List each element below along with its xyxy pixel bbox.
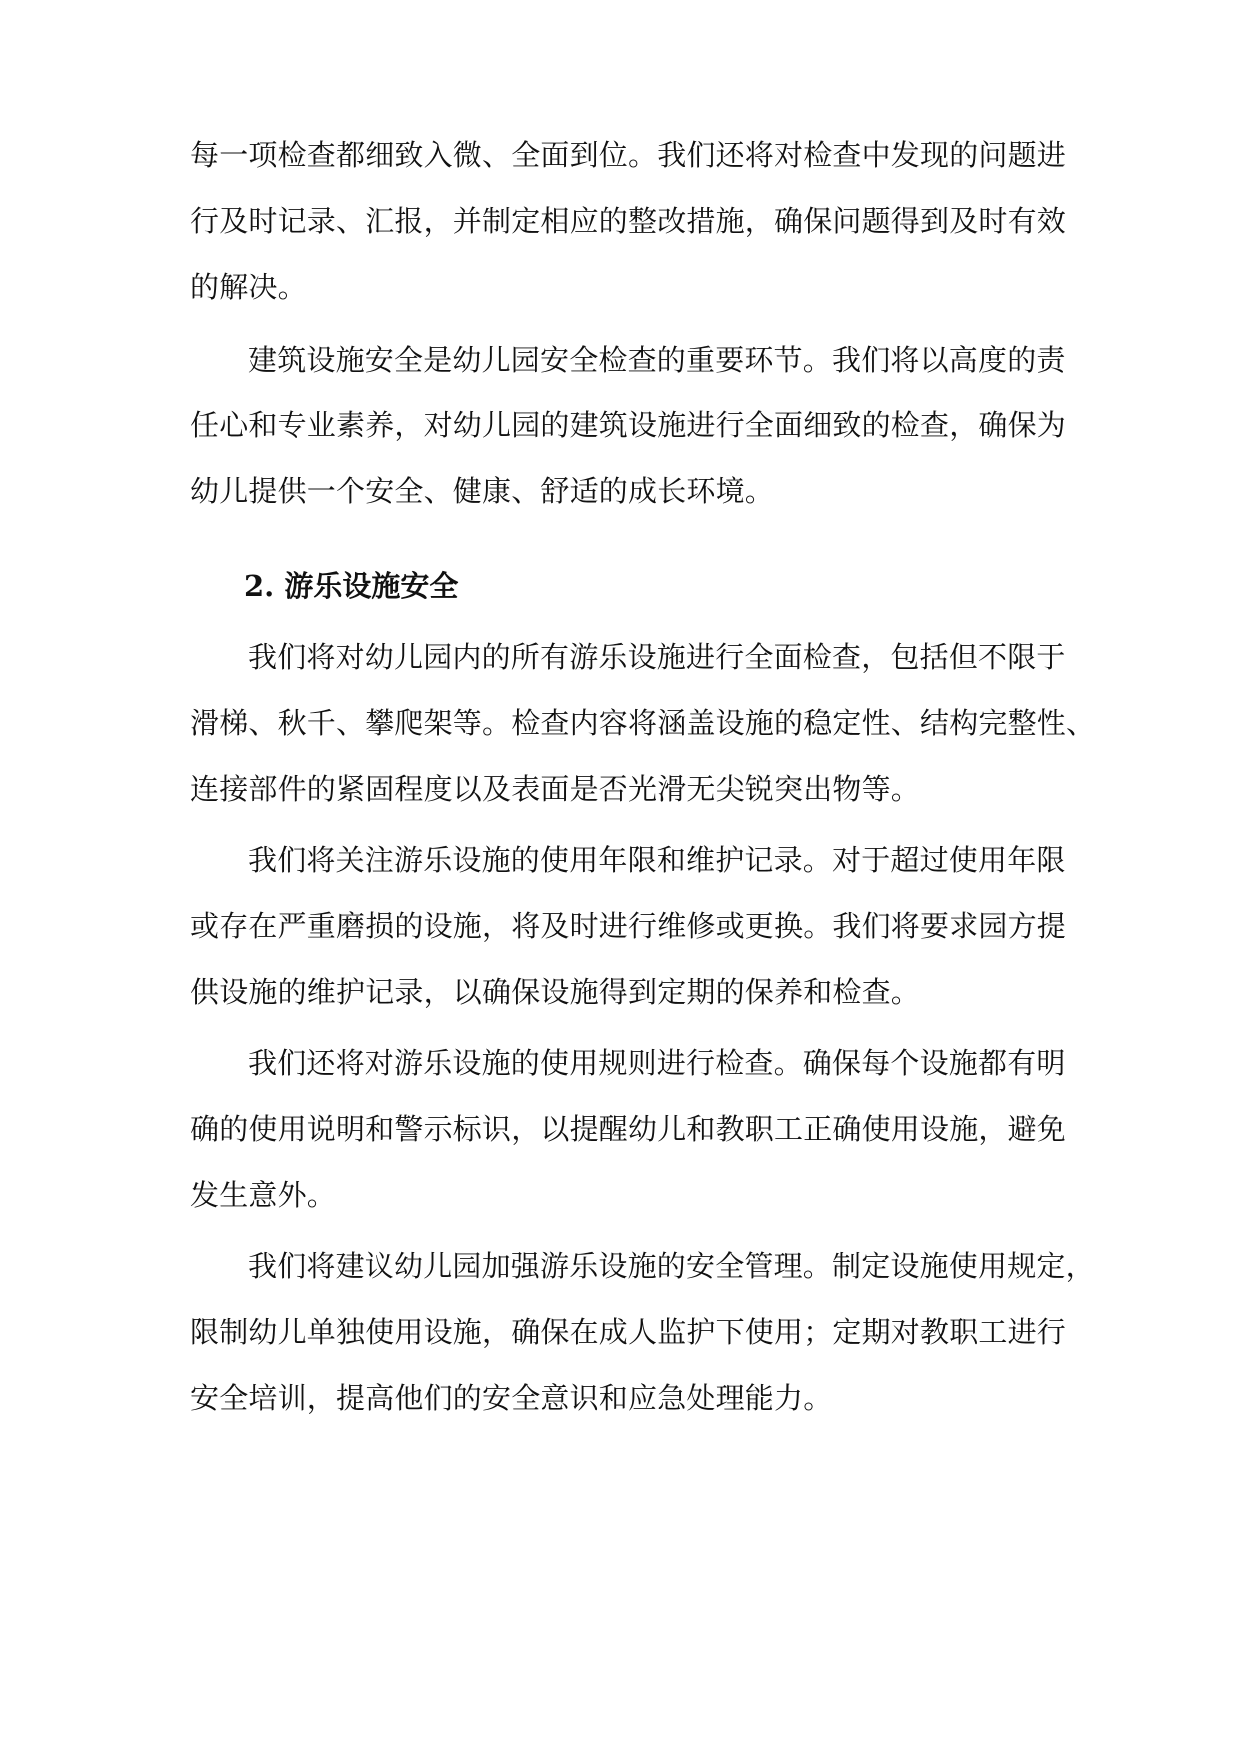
- paragraph-line: 的解决。: [190, 270, 307, 304]
- paragraph-line: 滑梯、秋千、攀爬架等。检查内容将涵盖设施的稳定性、结构完整性、: [190, 706, 1096, 740]
- paragraph-line: 连接部件的紧固程度以及表面是否光滑无尖锐突出物等。: [190, 772, 921, 806]
- paragraph-line: 安全培训，提高他们的安全意识和应急处理能力。: [190, 1381, 833, 1415]
- paragraph-line: 幼儿提供一个安全、健康、舒适的成长环境。: [190, 474, 775, 508]
- paragraph-line: 或存在严重磨损的设施，将及时进行维修或更换。我们将要求园方提: [190, 909, 1067, 943]
- paragraph-line: 任心和专业素养，对幼儿园的建筑设施进行全面细致的检查，确保为: [190, 408, 1067, 442]
- paragraph-line: 我们还将对游乐设施的使用规则进行检查。确保每个设施都有明: [248, 1046, 1066, 1080]
- paragraph-line: 供设施的维护记录，以确保设施得到定期的保养和检查。: [190, 975, 921, 1009]
- paragraph-line: 限制幼儿单独使用设施，确保在成人监护下使用；定期对教职工进行: [190, 1315, 1067, 1349]
- paragraph-line: 发生意外。: [190, 1178, 337, 1212]
- paragraph-line: 行及时记录、汇报，并制定相应的整改措施，确保问题得到及时有效: [190, 204, 1067, 238]
- paragraph-line: 确的使用说明和警示标识，以提醒幼儿和教职工正确使用设施，避免: [190, 1112, 1067, 1146]
- paragraph-line: 建筑设施安全是幼儿园安全检查的重要环节。我们将以高度的责: [248, 343, 1066, 377]
- paragraph-line: 我们将对幼儿园内的所有游乐设施进行全面检查，包括但不限于: [248, 640, 1066, 674]
- section-heading: 2. 游乐设施安全: [244, 569, 459, 603]
- paragraph-line: 每一项检查都细致入微、全面到位。我们还将对检查中发现的问题进: [190, 138, 1067, 172]
- paragraph-line: 我们将建议幼儿园加强游乐设施的安全管理。制定设施使用规定，: [248, 1249, 1095, 1283]
- paragraph-line: 我们将关注游乐设施的使用年限和维护记录。对于超过使用年限: [248, 843, 1066, 877]
